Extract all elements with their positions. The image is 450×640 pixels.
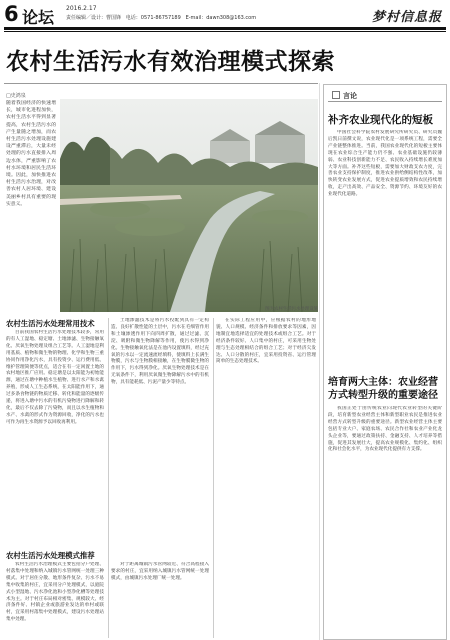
body-column-6: [216, 562, 316, 638]
header-rule-thin: [4, 31, 446, 32]
square-icon: [332, 91, 340, 99]
body-paragraph: 在实际工程应用中，应根据农村的地形地貌、人口规模、经济条件和排放要求等因素，因地制宜地选择适宜的处理技术或组合工艺。对于经济条件较好、人口集中的村庄，可采用生物处理与生态处理相结合的组合工艺；对于经济欠发达、人口分散的村庄，宜采用投资省、运行管理简单的生态处理技术。: [216, 318, 316, 365]
body-column-5: [111, 562, 209, 638]
email: E-mail：dawn308@163.com: [185, 15, 257, 21]
sidebar-tag: [332, 91, 357, 101]
body-paragraph: 目前我国农村生活污水处理技术较多，常用的有人工湿地、稳定塘、土地渗滤、生物接触氧化、厌氧生物处理及组合工艺等。人工湿地是利用基质、植物和微生物的物理、化学和生物三重协同作用净化污水，具有投资少、运行费用低、维护管理简便等优点，适合在有一定闲置土地的农村地区推广应用。稳定塘是以太阳能为初始能源，通过在塘中种植水生植物、进行水产和水禽养殖，形成人工生态系统，在太阳能作用下，通过多条食物链的物质迁移、转化和能量的逐级传递，将进入塘中污水的有机污染物进行降解和转化，最后不仅去除了污染物，而且以水生植物和水产、水禽的形式作为资源回收，净化的污水也可作为再生水资源予以回收再利用。: [6, 330, 104, 425]
article-photo: [60, 99, 318, 312]
photo-caption: 图为农村生活污水处理设施: [265, 307, 318, 312]
body-paragraph: 土地渗滤技术是将污水投配到具有一定构造、良好扩散性能的土层中，污水在毛细管作用和土壤渗透作用下向四周扩散，通过过滤、沉淀、吸附和微生物降解等作用，使污水得到净化。生物接触氧化法是在池内设置填料，经过充氧的污水以一定流速流经填料，使填料上长满生物膜，污水与生物膜相接触，在生物膜微生物的作用下，污水得到净化。厌氧生物处理技术是在无氧条件下，利用厌氧微生物降解污水中的有机物，具有能耗低、污泥产量少等特点。: [111, 318, 209, 386]
sidebar-divider: [319, 83, 320, 640]
header-rule: [4, 27, 446, 30]
article-byline: □史鸿泉: [6, 93, 26, 99]
page-header: [0, 0, 450, 30]
body-column-2: [111, 318, 209, 555]
lead-paragraph: 随着我国经济的快速增长，城市化进程加快，农村生活水平得到显著提高，农村生活污水的产生量随之增加，而农村生活污水处理设施建设严重滞后，大量未经处理的污水直接排入周边水体，严重影响了农村水环境和居民生活环境。因此，加快推进农村生活污水治理，对改善农村人居环境、建设美丽乡村具有重要的现实意义。: [6, 101, 56, 207]
body-column-3: [216, 318, 316, 555]
sidebar-tag-label: 言论: [343, 92, 357, 100]
sidebar-tag-rule: [328, 101, 442, 102]
editor-contact: [66, 14, 256, 21]
body-column-4: [6, 562, 104, 638]
column-divider: [108, 318, 109, 638]
editor-line: 责任编辑／设计：曹国锋: [66, 15, 122, 21]
body-column-1: [6, 330, 104, 555]
subhead-techniques: 农村生活污水处理常用技术: [6, 319, 95, 328]
sidebar-title-1: 补齐农业现代化的短板: [328, 114, 433, 126]
column-divider: [213, 318, 214, 638]
body-paragraph: 对于距离城镇污水管网较近、符合高程接入要求的村庄，宜采用纳入城镇污水管网统一处理模式，由城镇污水处理厂统一处理。: [111, 562, 209, 581]
newspaper-brand: 梦村信息报: [371, 10, 442, 25]
sidebar-title-2: 培育两大主体：农业经营方式转型升级的重要途径: [328, 377, 438, 401]
section-title: 论坛: [22, 8, 55, 27]
headline-divider: [4, 83, 318, 84]
body-paragraph: 农村生活污水治理模式主要包括分户处理、村落集中处理和纳入城镇污水管网统一处理三种模式。对于居住分散、地形条件复杂、污水不易集中收集的村庄，宜采用分户处理模式，以庭院式小型湿地、污水净化池和小型净化槽等处理技术为主。对于村庄布局相对密集、规模较大、经济条件好、村镇企业或旅游业发达的单村或联村，宜采用村落集中处理模式，建设污水处理站集中处理。: [6, 562, 104, 623]
sidebar-paragraph: 我国正处于由传统农业向现代农业转型的关键阶段，培育新型农业经营主体和新型职业农民是推进农业经营方式转型升级的重要途径。新型农业经营主体主要包括专业大户、家庭农场、农民合作社和农业产业化龙头企业等，要通过政策扶持、金融支持、人才培养等措施，促进其发展壮大，提高农业规模化、集约化、组织化和社会化水平，为农业现代化提供有力支撑。: [328, 406, 442, 453]
sidebar-text-2: [328, 406, 442, 636]
page-number: 6: [4, 2, 19, 26]
phone: 电话：0571-86757189: [125, 15, 181, 21]
article-headline: 农村生活污水有效治理模式探索: [6, 49, 335, 75]
issue-date: 2016.2.17: [66, 5, 97, 12]
sidebar-text-1: [328, 130, 442, 368]
lead-paragraph-column: [6, 100, 56, 308]
sidebar-paragraph: 中国社会科学院农村发展研究所研究员、研究员魏后凯日前撰文说，农业现代化是一项系统工程，需要全产业链整体推进。当前，我国农业现代化的短板主要体现在农业综合生产能力仍不强、农业基础设施仍较薄弱、农业科技创新能力不足、农民收入持续增长难度加大等方面。补齐这些短板，需要加大财政支农力度，完善农业支持保护制度，推进农业供给侧结构性改革，加快转变农业发展方式，促进农业提质增效和农民持续增收，走产出高效、产品安全、资源节约、环境友好的农业现代化道路。: [328, 130, 442, 198]
subhead-models: 农村生活污水处理模式推荐: [6, 551, 95, 560]
wetland-photo-illustration: [60, 99, 318, 312]
